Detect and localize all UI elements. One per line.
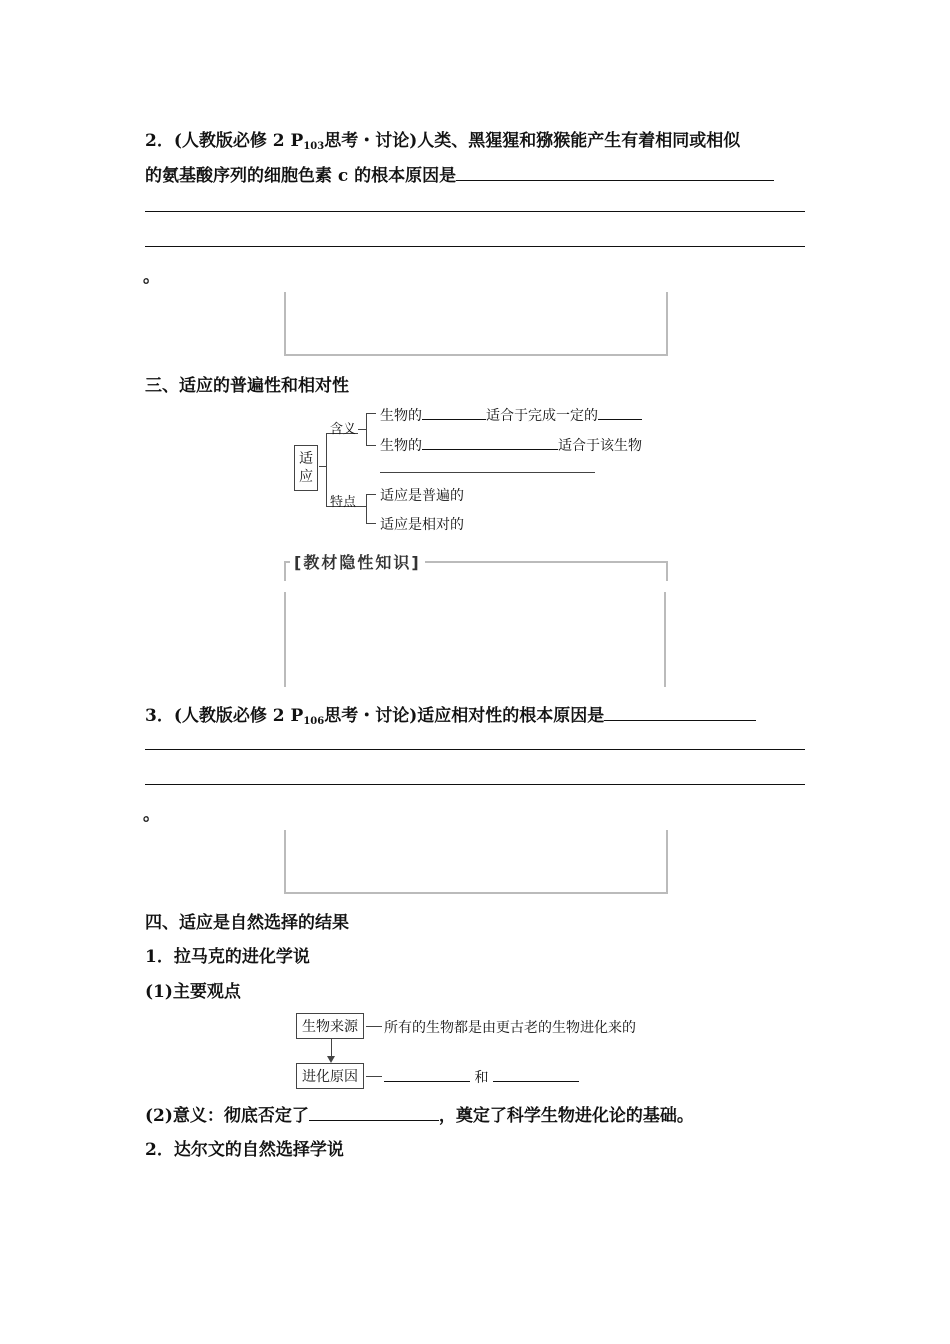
section4-sub1: 1．拉马克的进化学说 <box>145 947 310 967</box>
q3-end-mark: 。 <box>143 805 160 825</box>
lamarck-blank-1[interactable] <box>384 1066 470 1082</box>
bracket-close-icon: ] <box>411 553 421 572</box>
section4-sub1-2: (2)意义：彻底否定了 ，奠定了科学生物进化论的基础。 <box>145 1101 694 1126</box>
bracket-open-icon: [ <box>294 553 304 572</box>
lamarck-cause-blanks <box>384 1066 579 1087</box>
q2-source: (人教版必修 2 $P_{103}$思考・讨论) <box>173 131 418 152</box>
map-branch1-item1: 生物的 适合于完成一定的 <box>380 405 642 425</box>
lamarck-origin-connector <box>366 1026 382 1027</box>
significance-blank[interactable] <box>309 1102 439 1121</box>
lamarck-cause-connector <box>366 1076 382 1077</box>
q2-number: 2． <box>145 131 174 151</box>
q3-text-line1: 适应相对性的根本原因是 <box>417 706 605 726</box>
map-branch2-label: 特点 <box>330 495 357 510</box>
hidden-knowledge-label: [教材隐性知识] <box>290 550 425 573</box>
section3-title: 三、适应的普遍性和相对性 <box>145 376 349 396</box>
section4-title: 四、适应是自然选择的结果 <box>145 913 349 933</box>
map-branch2-item2: 适应是相对的 <box>380 517 464 533</box>
section4-sub2: 2．达尔文的自然选择学说 <box>145 1140 344 1160</box>
q2-end-mark: 。 <box>143 267 160 287</box>
map-branch1-item2: 生物的 适合于该生物 <box>380 435 642 455</box>
map-branch2-item1: 适应是普遍的 <box>380 488 464 504</box>
section4-sub1-1: (1)主要观点 <box>145 982 241 1002</box>
lamarck-blank-2[interactable] <box>493 1066 579 1082</box>
lamarck-node-cause: 进化原因 <box>296 1063 364 1089</box>
lamarck-node-origin: 生物来源 <box>296 1013 364 1039</box>
q3-number: 3． <box>145 706 174 726</box>
q3-source: (人教版必修 2 $P_{106}$思考・讨论) <box>173 706 418 727</box>
q2-text-line1: 人类、黑猩猩和猕猴能产生有着相同或相似 <box>417 131 741 151</box>
q2-text-line2: 的氨基酸序列的细胞色素 c 的根本原因是 <box>145 166 457 186</box>
arrow-down-icon <box>327 1056 335 1063</box>
lamarck-and: 和 <box>474 1070 489 1086</box>
map-branch1-label: 含义 <box>330 422 357 437</box>
lamarck-origin-text: 所有的生物都是由更古老的生物进化来的 <box>384 1020 636 1036</box>
map-root-node: 适应 <box>294 445 318 491</box>
